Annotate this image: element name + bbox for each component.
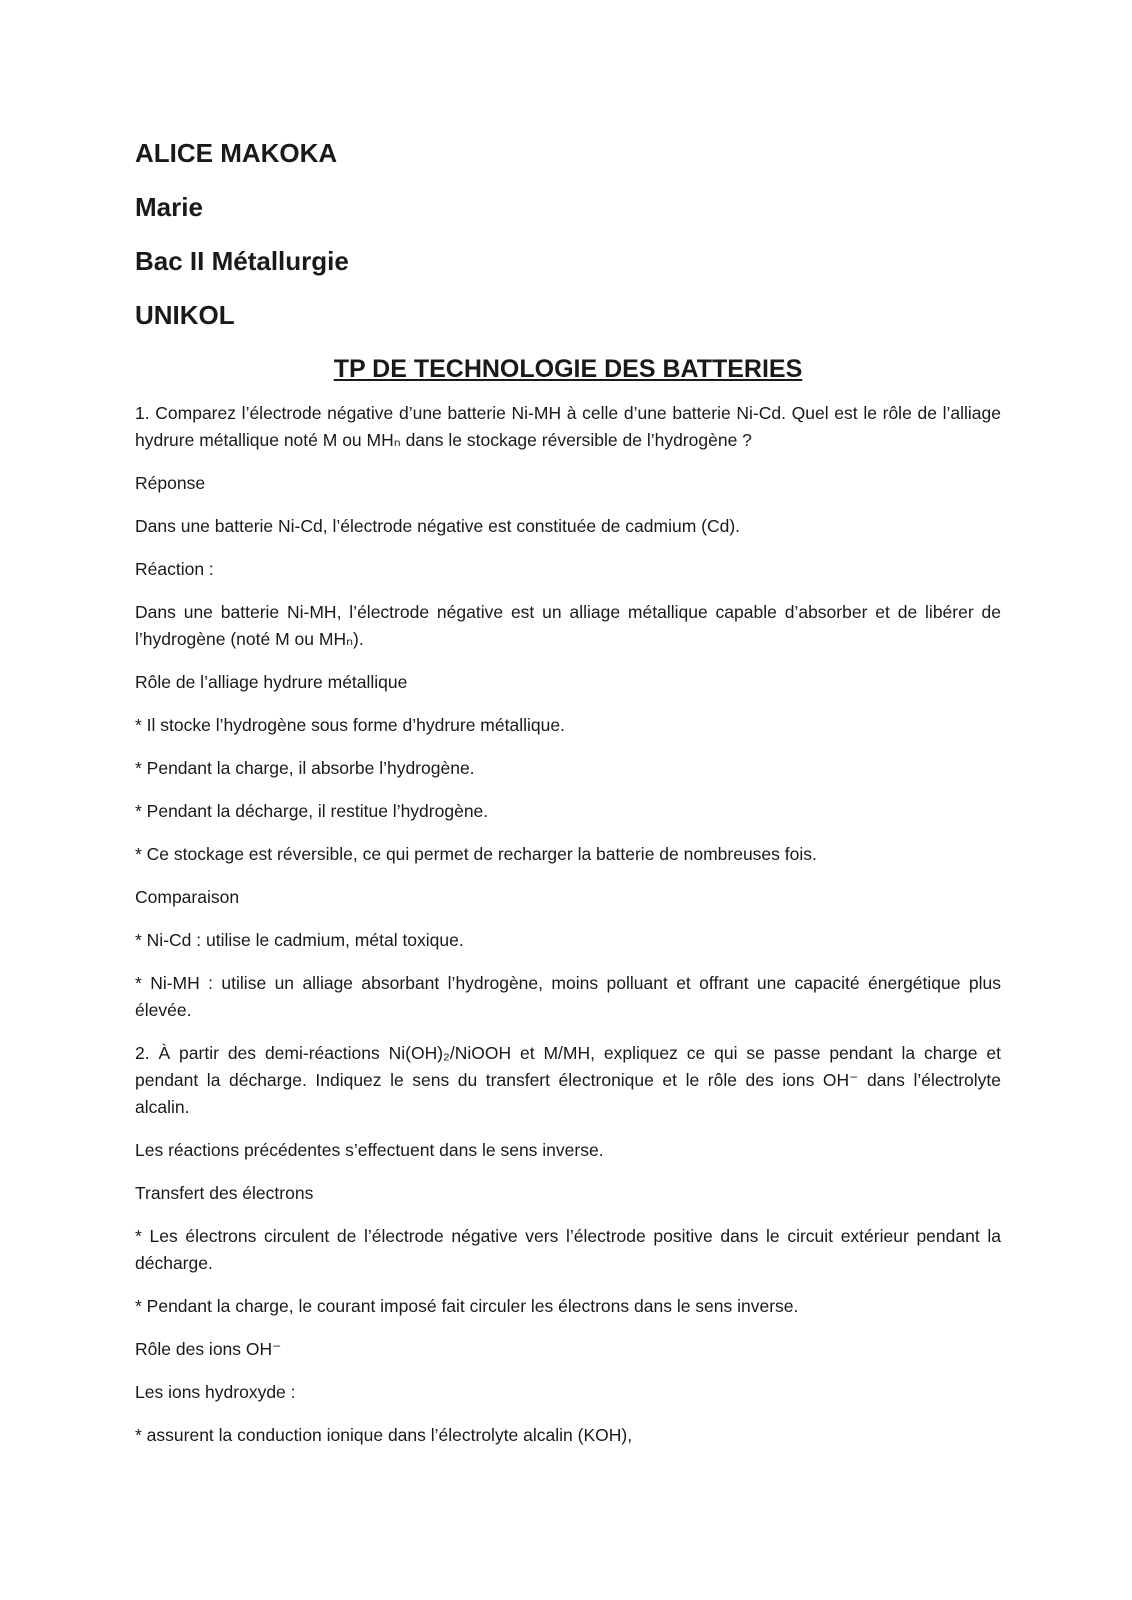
list-item: * Pendant la décharge, il restitue l’hydrogène. [135, 801, 489, 821]
paragraph: Dans une batterie Ni-MH, l’électrode négative est un alliage métallique capable d’absorber et de libérer de l’hydrogène (noté M ou MHₙ). [135, 602, 1001, 649]
author-level: Bac II Métallurgie [135, 246, 349, 276]
list-item: * Ce stockage est réversible, ce qui permet de recharger la batterie de nombreuses fois. [135, 844, 817, 864]
reaction-label: Réaction : [135, 559, 214, 579]
list-item: * Les électrons circulent de l’électrode négative vers l’électrode positive dans le circuit extérieur pendant la décharge. [135, 1226, 1001, 1273]
question-1: 1. Comparez l’électrode négative d’une batterie Ni-MH à celle d’une batterie Ni-Cd. Quel est le rôle de l’alliage hydrure métallique noté M ou MHₙ dans le stockage réversible de l’hydrogène ? [135, 403, 1001, 450]
author-name: ALICE MAKOKA [135, 138, 338, 168]
list-item: * Pendant la charge, il absorbe l’hydrogène. [135, 758, 475, 778]
paragraph: Les ions hydroxyde : [135, 1382, 296, 1402]
document-title: TP DE TECHNOLOGIE DES BATTERIES [333, 355, 803, 383]
section-heading: Rôle de l’alliage hydrure métallique [135, 672, 408, 692]
paragraph: Les réactions précédentes s’effectuent dans le sens inverse. [135, 1140, 604, 1160]
list-item: * Il stocke l’hydrogène sous forme d’hydrure métallique. [135, 715, 565, 735]
section-heading: Rôle des ions OH⁻ [135, 1339, 282, 1359]
answer-label: Réponse [135, 473, 206, 493]
section-heading: Transfert des électrons [135, 1183, 314, 1203]
list-item: * Ni-Cd : utilise le cadmium, métal toxique. [135, 930, 464, 950]
document-page [135, 136, 1001, 1465]
list-item: * assurent la conduction ionique dans l’électrolyte alcalin (KOH), [135, 1425, 633, 1445]
question-2: 2. À partir des demi-réactions Ni(OH)₂/NiOOH et M/MH, expliquez ce qui se passe pendant la charge et pendant la décharge. Indiquez le sens du transfert électronique et le rôle des ions OH⁻ dans l’électrolyte alcalin. [135, 1043, 1001, 1117]
section-heading: Comparaison [135, 887, 240, 907]
paragraph: Dans une batterie Ni-Cd, l’électrode négative est constituée de cadmium (Cd). [135, 516, 741, 536]
author-first-name: Marie [135, 192, 203, 222]
author-university: UNIKOL [135, 300, 235, 330]
list-item: * Ni-MH : utilise un alliage absorbant l’hydrogène, moins polluant et offrant une capacité énergétique plus élevée. [135, 973, 1001, 1020]
list-item: * Pendant la charge, le courant imposé fait circuler les électrons dans le sens inverse. [135, 1296, 799, 1316]
